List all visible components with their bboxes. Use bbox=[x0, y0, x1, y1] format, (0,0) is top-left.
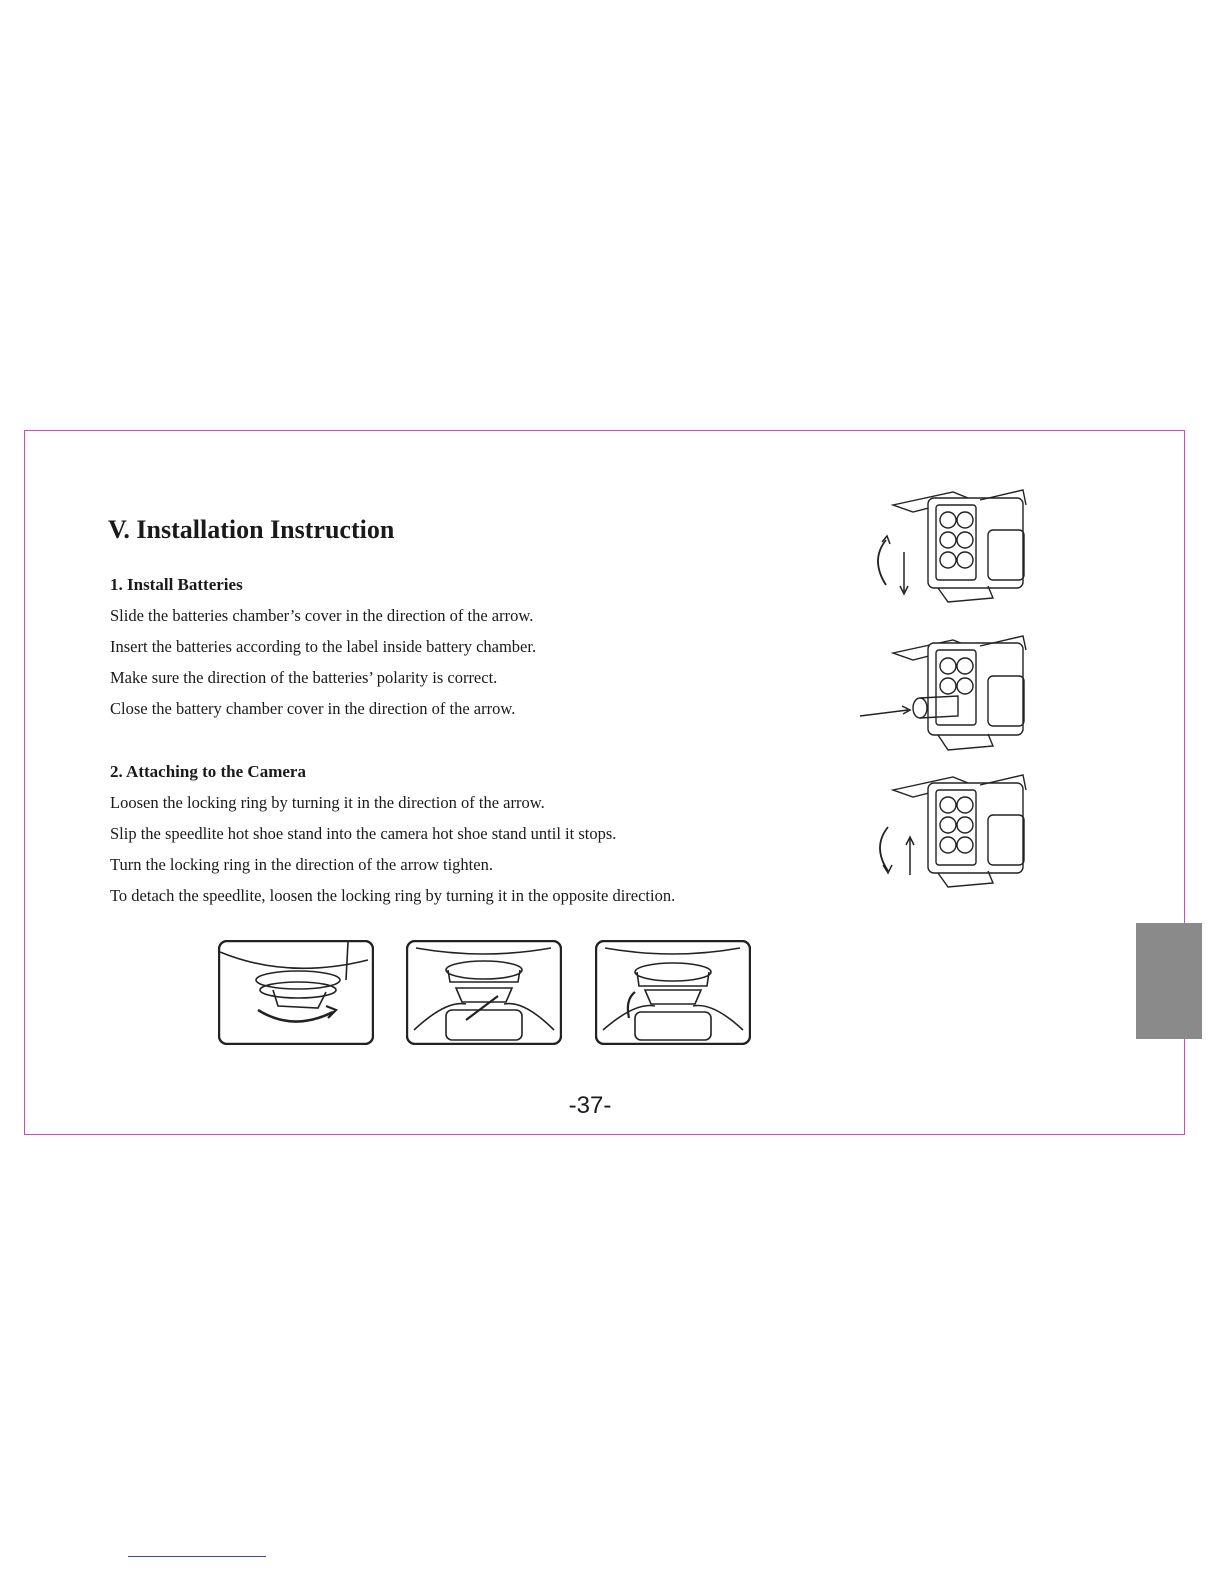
instruction-line: Make sure the direction of the batteries’ polarity is correct. bbox=[110, 668, 498, 687]
section-title: 2. Attaching to the Camera bbox=[110, 762, 306, 781]
instruction-line: Loosen the locking ring by turning it in the direction of the arrow. bbox=[110, 793, 545, 812]
instruction-line: Insert the batteries according to the label inside battery chamber. bbox=[110, 637, 537, 656]
section-install-batteries bbox=[110, 569, 536, 724]
page-heading: V. Installation Instruction bbox=[108, 515, 395, 544]
section-title: 1. Install Batteries bbox=[110, 575, 243, 594]
bottom-link-underline bbox=[128, 1556, 266, 1557]
page-number: -37- bbox=[568, 1092, 612, 1119]
battery-insert-icon bbox=[858, 628, 1033, 758]
locking-ring-loosen-icon bbox=[218, 940, 374, 1045]
battery-cover-open-icon bbox=[868, 480, 1033, 610]
hot-shoe-slide-icon bbox=[406, 940, 562, 1045]
locking-ring-tighten-icon bbox=[595, 940, 751, 1045]
instruction-line: Turn the locking ring in the direction of the arrow tighten. bbox=[110, 855, 493, 874]
section-attach-camera bbox=[110, 756, 675, 911]
chapter-side-tab bbox=[1136, 923, 1202, 1039]
instruction-line: Slide the batteries chamber’s cover in the direction of the arrow. bbox=[110, 606, 534, 625]
instruction-line: Slip the speedlite hot shoe stand into the camera hot shoe stand until it stops. bbox=[110, 824, 617, 843]
battery-cover-close-icon bbox=[868, 765, 1033, 895]
instruction-line: To detach the speedlite, loosen the locking ring by turning it in the opposite direction. bbox=[110, 886, 676, 905]
instruction-line: Close the battery chamber cover in the direction of the arrow. bbox=[110, 699, 516, 718]
